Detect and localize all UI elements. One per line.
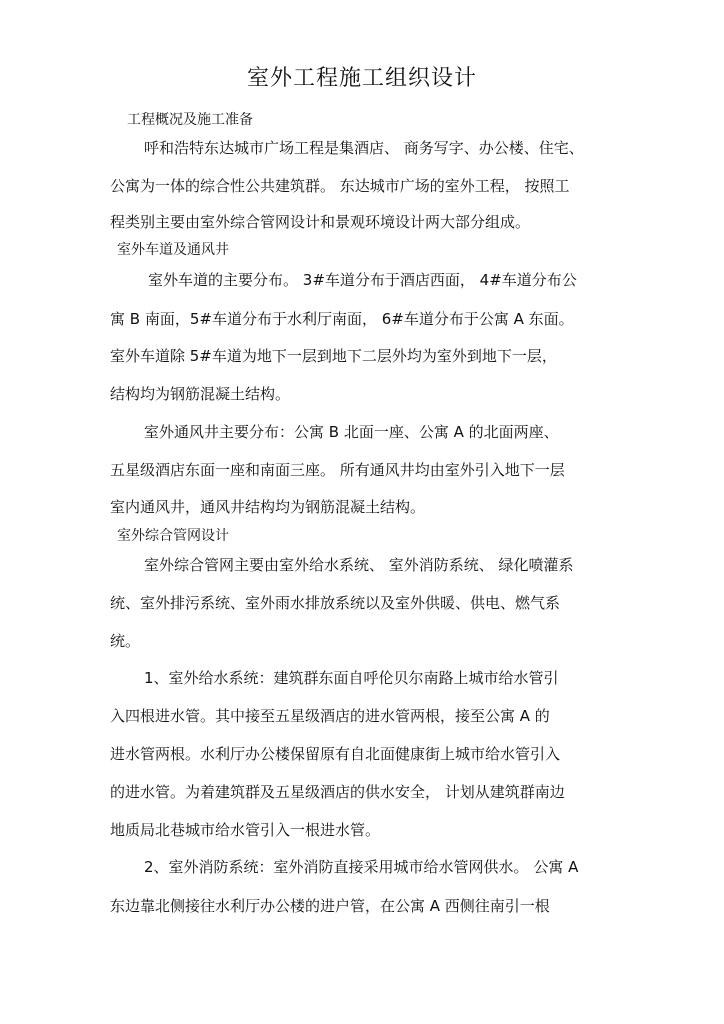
document-title: 室外工程施工组织设计 (246, 66, 477, 91)
paragraph-line: 室内通风井，通风井结构均为钢筋混凝土结构。 (110, 498, 426, 516)
paragraph-line: 2、室外消防系统：室外消防直接采用城市给水管网供水。 公寓 A (144, 858, 579, 876)
paragraph-line: 的进水管。为着建筑群及五星级酒店的供水安全， 计划从建筑群南边 (110, 783, 565, 801)
paragraph-line: 地质局北巷城市给水管引入一根进水管。 (110, 821, 381, 839)
paragraph-line: 统、室外排污系统、室外雨水排放系统以及室外供暖、供电、燃气系 (110, 594, 561, 612)
paragraph-line: 程类别主要由室外综合管网设计和景观环境设计两大部分组成。 (110, 213, 531, 231)
section-heading-driveway: 室外车道及通风井 (117, 242, 229, 258)
section-heading-pipe-network: 室外综合管网设计 (117, 528, 229, 544)
paragraph-line: 结构均为钢筋混凝土结构。 (110, 385, 291, 403)
paragraph-line: 室外车道的主要分布。 3#车道分布于酒店西面， 4#车道分布公 (148, 271, 577, 289)
paragraph-line: 东边靠北侧接往水利厅办公楼的进户管，在公寓 A 西侧往南引一根 (110, 897, 550, 915)
paragraph-line: 进水管两根。水利厅办公楼保留原有自北面健康街上城市给水管引入 (110, 745, 561, 763)
paragraph-line: 室外综合管网主要由室外给水系统、 室外消防系统、 绿化喷灌系 (144, 556, 574, 574)
paragraph-line: 1、室外给水系统：建筑群东面自呼伦贝尔南路上城市给水管引 (144, 669, 559, 687)
paragraph-line: 寓 B 南面，5#车道分布于水利厅南面， 6#车道分布于公寓 A 东面。 (110, 310, 574, 328)
paragraph-line: 统。 (110, 632, 141, 650)
paragraph-line: 入四根进水管。其中接至五星级酒店的进水管两根，接至公寓 A 的 (110, 707, 550, 725)
paragraph-line: 室外通风井主要分布：公寓 B 北面一座、公寓 A 的北面两座、 (144, 423, 559, 441)
paragraph-line: 呼和浩特东达城市广场工程是集酒店、 商务写字、办公楼、住宅、 (144, 139, 584, 157)
paragraph-line: 五星级酒店东面一座和南面三座。 所有通风井均由室外引入地下一层 (110, 461, 565, 479)
paragraph-line: 公寓为一体的综合性公共建筑群。 东达城市广场的室外工程， 按照工 (110, 177, 570, 195)
paragraph-line: 室外车道除 5#车道为地下一层到地下二层外均为室外到地下一层， (110, 347, 557, 365)
section-heading-overview: 工程概况及施工准备 (127, 112, 253, 128)
